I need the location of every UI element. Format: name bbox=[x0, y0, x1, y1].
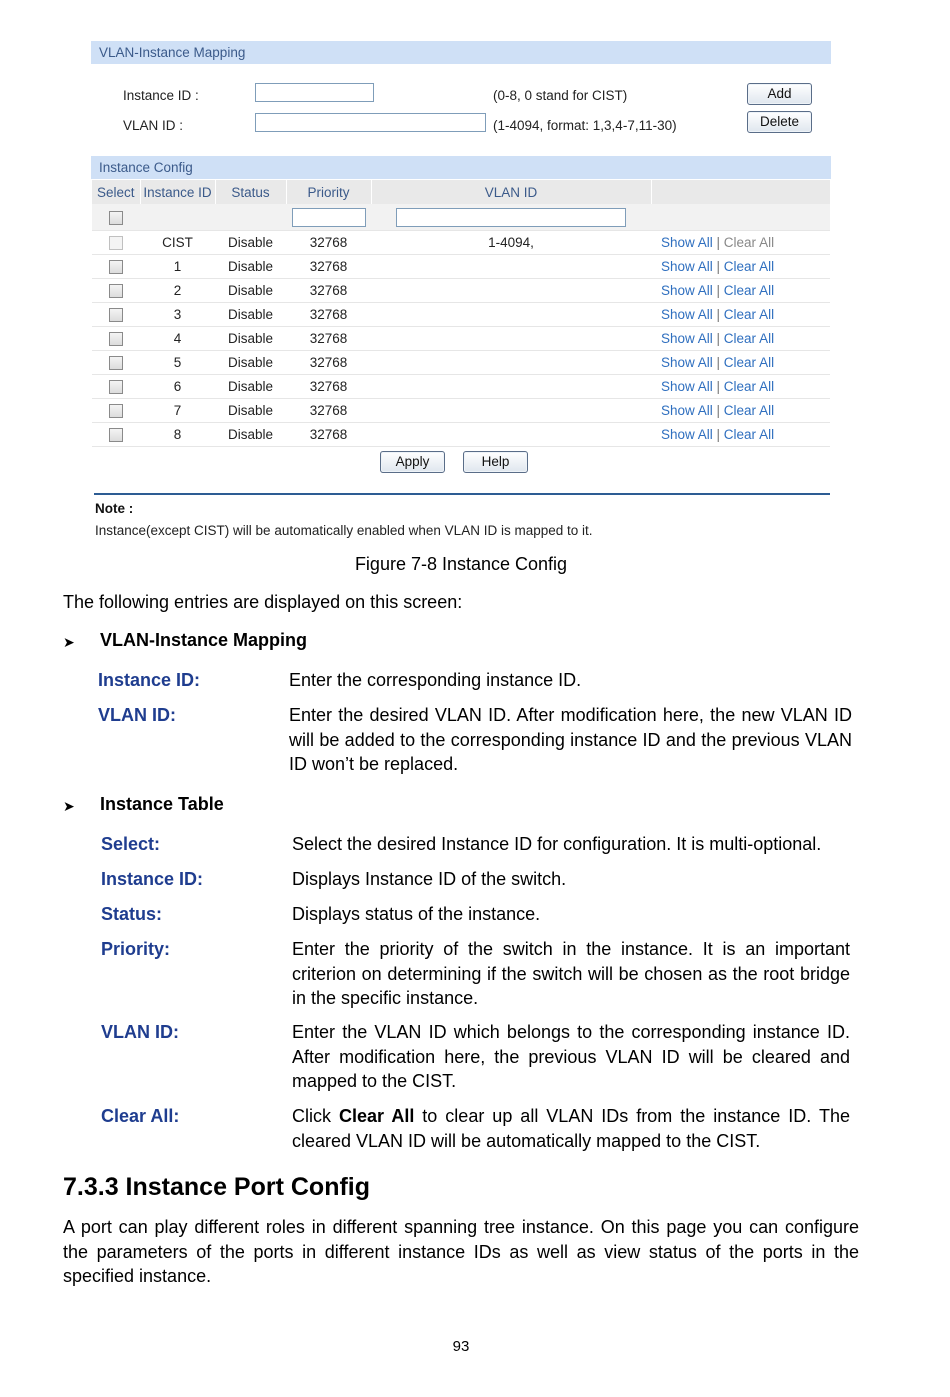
select-all-checkbox[interactable] bbox=[109, 211, 123, 225]
row-instance-id: CIST bbox=[140, 231, 215, 255]
show-all-link[interactable]: Show All bbox=[661, 403, 713, 418]
table-row bbox=[92, 423, 830, 447]
vlan-id-header: VLAN ID bbox=[371, 180, 651, 204]
row-vlan-id bbox=[371, 279, 651, 303]
link-separator: | bbox=[712, 283, 724, 298]
show-all-link[interactable]: Show All bbox=[661, 331, 713, 346]
table-row bbox=[92, 303, 830, 327]
table-row bbox=[92, 255, 830, 279]
row-select-checkbox[interactable] bbox=[109, 284, 123, 298]
page-number: 93 bbox=[452, 1338, 470, 1355]
table-row bbox=[92, 351, 830, 375]
instance-id-header: Instance ID bbox=[140, 180, 215, 204]
row-select-checkbox[interactable] bbox=[109, 356, 123, 370]
vlan-filter-input[interactable] bbox=[396, 208, 626, 227]
note-divider bbox=[94, 493, 830, 495]
actions-header bbox=[651, 180, 830, 204]
add-button[interactable]: Add bbox=[747, 83, 812, 105]
row-priority: 32768 bbox=[286, 327, 371, 351]
show-all-link[interactable]: Show All bbox=[661, 235, 713, 250]
desc-clear-all-pre: Click bbox=[292, 1106, 339, 1126]
row-select-checkbox[interactable] bbox=[109, 404, 123, 418]
row-priority: 32768 bbox=[286, 303, 371, 327]
link-separator: | bbox=[712, 355, 724, 370]
table-row bbox=[92, 327, 830, 351]
desc-clear-all-bold: Clear All bbox=[338, 1106, 415, 1126]
instance-config-screenshot bbox=[91, 40, 831, 540]
term-vlan-id-2: VLAN ID: bbox=[101, 1022, 179, 1042]
help-button[interactable]: Help bbox=[463, 451, 528, 473]
row-priority: 32768 bbox=[286, 375, 371, 399]
term-instance-id-2: Instance ID: bbox=[101, 869, 204, 889]
row-status: Disable bbox=[215, 423, 286, 447]
section-heading-mapping: VLAN-Instance Mapping bbox=[100, 630, 308, 650]
bullet-arrow-icon: ➤ bbox=[63, 798, 75, 814]
clear-all-link[interactable]: Clear All bbox=[723, 427, 775, 442]
table-row bbox=[92, 231, 830, 255]
section-heading: 7.3.3 Instance Port Config bbox=[63, 1173, 371, 1201]
note-text: Instance(except CIST) will be automatically enabled when VLAN ID is mapped to it. bbox=[95, 523, 593, 538]
link-separator: | bbox=[712, 379, 724, 394]
term-vlan-id: VLAN ID: bbox=[98, 705, 176, 725]
row-instance-id: 7 bbox=[140, 399, 215, 423]
instance-id-hint: (0-8, 0 stand for CIST) bbox=[493, 88, 628, 103]
row-priority: 32768 bbox=[286, 231, 371, 255]
row-select-checkbox bbox=[109, 236, 123, 250]
figure-caption: Figure 7-8 Instance Config bbox=[354, 554, 568, 574]
table-row bbox=[92, 279, 830, 303]
desc-status: Displays status of the instance. bbox=[292, 904, 541, 924]
row-select-checkbox[interactable] bbox=[109, 428, 123, 442]
section-heading-table: Instance Table bbox=[100, 794, 224, 814]
desc-select: Select the desired Instance ID for configuration. It is multi-optional. bbox=[292, 834, 822, 854]
table-row bbox=[92, 399, 830, 423]
vlan-id-input[interactable] bbox=[255, 113, 486, 132]
term-clear-all: Clear All: bbox=[101, 1106, 180, 1126]
vlan-id-label: VLAN ID : bbox=[123, 118, 184, 133]
desc-instance-id-2: Displays Instance ID of the switch. bbox=[292, 869, 567, 889]
row-status: Disable bbox=[215, 399, 286, 423]
row-status: Disable bbox=[215, 255, 286, 279]
row-instance-id: 4 bbox=[140, 327, 215, 351]
priority-filter-input[interactable] bbox=[292, 208, 366, 227]
row-priority: 32768 bbox=[286, 351, 371, 375]
clear-all-link[interactable]: Clear All bbox=[723, 379, 775, 394]
row-vlan-id bbox=[371, 375, 651, 399]
link-separator: | bbox=[712, 259, 724, 274]
row-status: Disable bbox=[215, 231, 286, 255]
clear-all-link[interactable]: Clear All bbox=[723, 307, 775, 322]
row-vlan-id bbox=[371, 255, 651, 279]
instance-id-input[interactable] bbox=[255, 83, 374, 102]
row-status: Disable bbox=[215, 303, 286, 327]
instance-table bbox=[92, 180, 831, 447]
desc-clear-all bbox=[292, 1104, 850, 1153]
term-select: Select: bbox=[101, 834, 161, 854]
config-section-title: Instance Config bbox=[91, 156, 831, 179]
bullet-arrow-icon: ➤ bbox=[63, 634, 75, 650]
vlan-id-hint: (1-4094, format: 1,3,4-7,11-30) bbox=[493, 118, 677, 133]
intro-text: The following entries are displayed on this screen: bbox=[63, 592, 463, 612]
show-all-link[interactable]: Show All bbox=[661, 379, 713, 394]
show-all-link[interactable]: Show All bbox=[661, 355, 713, 370]
table-header-row bbox=[92, 180, 830, 204]
apply-button[interactable]: Apply bbox=[380, 451, 445, 473]
row-instance-id: 8 bbox=[140, 423, 215, 447]
row-vlan-id bbox=[371, 423, 651, 447]
row-select-checkbox[interactable] bbox=[109, 260, 123, 274]
link-separator: | bbox=[712, 427, 724, 442]
row-vlan-id bbox=[371, 303, 651, 327]
desc-priority: Enter the priority of the switch in the instance. It is an important criterion on determining if the switch will be chosen as the root bridge in the specific instance. bbox=[292, 939, 850, 1008]
row-priority: 32768 bbox=[286, 399, 371, 423]
show-all-link[interactable]: Show All bbox=[661, 259, 713, 274]
link-separator: | bbox=[712, 331, 724, 346]
row-instance-id: 3 bbox=[140, 303, 215, 327]
clear-all-link[interactable]: Clear All bbox=[723, 331, 775, 346]
instance-id-label: Instance ID : bbox=[123, 88, 199, 103]
row-status: Disable bbox=[215, 375, 286, 399]
clear-all-link[interactable]: Clear All bbox=[723, 355, 775, 370]
row-instance-id: 2 bbox=[140, 279, 215, 303]
clear-all-link: Clear All bbox=[723, 235, 775, 250]
term-status: Status: bbox=[101, 904, 163, 924]
status-header: Status bbox=[215, 180, 286, 204]
row-status: Disable bbox=[215, 351, 286, 375]
row-instance-id: 6 bbox=[140, 375, 215, 399]
link-separator: | bbox=[712, 307, 724, 322]
desc-vlan-id: Enter the desired VLAN ID. After modification here, the new VLAN ID will be added to the corresponding instance ID and the previous VLAN ID won’t be replaced. bbox=[289, 705, 852, 774]
priority-header: Priority bbox=[286, 180, 371, 204]
row-instance-id: 1 bbox=[140, 255, 215, 279]
clear-all-link[interactable]: Clear All bbox=[723, 403, 775, 418]
term-priority: Priority: bbox=[101, 939, 171, 959]
show-all-link[interactable]: Show All bbox=[661, 427, 713, 442]
clear-all-link[interactable]: Clear All bbox=[723, 259, 775, 274]
clear-all-link[interactable]: Clear All bbox=[723, 283, 775, 298]
row-select-checkbox[interactable] bbox=[109, 380, 123, 394]
row-instance-id: 5 bbox=[140, 351, 215, 375]
desc-clear-all-post: to clear up all VLAN IDs from the instance ID. The cleared VLAN ID will be automatically mapped to the CIST. bbox=[292, 1106, 850, 1151]
row-vlan-id bbox=[371, 399, 651, 423]
delete-button[interactable]: Delete bbox=[747, 111, 812, 133]
section-paragraph: A port can play different roles in different spanning tree instance. On this page you can configure the parameters of the ports in different instance IDs as well as view status of the ports in the specified instance. bbox=[63, 1217, 859, 1286]
row-status: Disable bbox=[215, 279, 286, 303]
desc-vlan-id-2: Enter the VLAN ID which belongs to the corresponding instance ID. After modification here, the previous VLAN ID will be cleared and mapped to the CIST. bbox=[292, 1022, 850, 1091]
mapping-section-title: VLAN-Instance Mapping bbox=[91, 41, 831, 64]
row-status: Disable bbox=[215, 327, 286, 351]
row-priority: 32768 bbox=[286, 279, 371, 303]
note-title: Note : bbox=[95, 501, 134, 516]
row-priority: 32768 bbox=[286, 255, 371, 279]
row-vlan-id bbox=[371, 327, 651, 351]
table-row bbox=[92, 375, 830, 399]
term-instance-id: Instance ID: bbox=[98, 670, 201, 690]
row-priority: 32768 bbox=[286, 423, 371, 447]
show-all-link[interactable]: Show All bbox=[661, 283, 713, 298]
row-vlan-id: 1-4094, bbox=[371, 231, 651, 255]
select-header: Select bbox=[92, 180, 140, 204]
desc-instance-id: Enter the corresponding instance ID. bbox=[289, 670, 582, 690]
row-vlan-id bbox=[371, 351, 651, 375]
link-separator: | bbox=[712, 235, 724, 250]
show-all-link[interactable]: Show All bbox=[661, 307, 713, 322]
filter-row bbox=[92, 204, 830, 231]
row-select-checkbox[interactable] bbox=[109, 308, 123, 322]
link-separator: | bbox=[712, 403, 724, 418]
row-select-checkbox[interactable] bbox=[109, 332, 123, 346]
